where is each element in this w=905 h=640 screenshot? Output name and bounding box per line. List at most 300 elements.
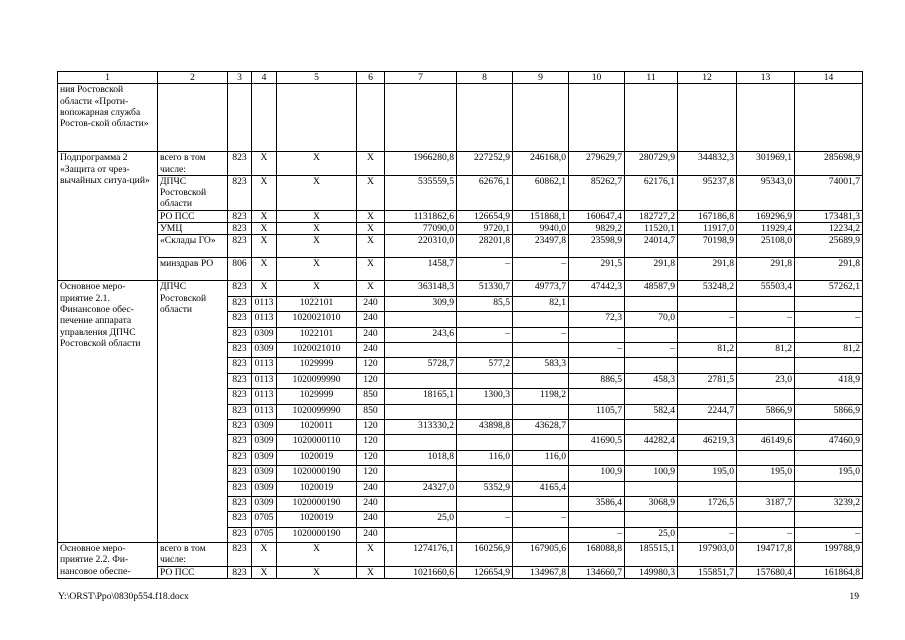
table-cell: X xyxy=(252,258,277,281)
table-cell: 823 xyxy=(228,527,252,542)
table-cell: 197903,0 xyxy=(678,543,737,567)
table-cell: 18165,1 xyxy=(385,389,457,404)
table-cell xyxy=(457,404,513,419)
table-cell: 313330,2 xyxy=(385,420,457,435)
table-cell: 823 xyxy=(228,327,252,342)
table-cell: 48587,9 xyxy=(625,281,678,296)
table-cell: 240 xyxy=(357,296,385,311)
table-cell: 1020011 xyxy=(277,420,357,435)
table-cell: 11520,1 xyxy=(625,223,678,235)
table-cell: 161864,8 xyxy=(795,566,863,578)
table-cell: 0309 xyxy=(252,420,277,435)
table-cell: 9720,1 xyxy=(457,223,513,235)
table-cell: X xyxy=(277,235,357,258)
table-cell: 199788,9 xyxy=(795,543,863,567)
table-cell xyxy=(569,358,625,373)
table-cell xyxy=(457,435,513,450)
table-cell xyxy=(795,481,863,496)
table-cell: 279629,7 xyxy=(569,152,625,176)
header-cell: 11 xyxy=(625,72,678,84)
table-cell xyxy=(457,343,513,358)
table-cell: 120 xyxy=(357,358,385,373)
table-cell: X xyxy=(357,223,385,235)
table-cell: – xyxy=(457,327,513,342)
table-cell: 0113 xyxy=(252,312,277,327)
table-cell: 28201,8 xyxy=(457,235,513,258)
table-cell xyxy=(569,389,625,404)
table-cell: 823 xyxy=(228,343,252,358)
table-cell: – xyxy=(569,527,625,542)
table-cell: 240 xyxy=(357,481,385,496)
table-cell: 74001,7 xyxy=(795,175,863,210)
header-cell: 12 xyxy=(678,72,737,84)
table-cell: 583,3 xyxy=(513,358,569,373)
table-cell: 1020019 xyxy=(277,450,357,465)
table-row xyxy=(58,258,863,281)
table-cell: 823 xyxy=(228,373,252,388)
table-cell: – xyxy=(795,527,863,542)
table-cell: 0309 xyxy=(252,327,277,342)
table-cell xyxy=(569,481,625,496)
header-cell: 10 xyxy=(569,72,625,84)
table-cell: – xyxy=(457,512,513,527)
executor-cell: РО ПСС xyxy=(158,566,228,578)
table-cell xyxy=(795,420,863,435)
table-cell: 70198,9 xyxy=(678,235,737,258)
table-cell: 5728,7 xyxy=(385,358,457,373)
measure-name-cell: Основное меро-приятие 2.2. Фи-нансовое обеспе- xyxy=(58,543,158,579)
table-cell: 62176,1 xyxy=(625,175,678,210)
subprogram-name-cell: Подпрограмма 2 «Защита от чрез-вычайных ситуа-ций» xyxy=(58,152,158,281)
table-cell xyxy=(625,389,678,404)
table-cell: – xyxy=(457,258,513,281)
table-cell: X xyxy=(277,258,357,281)
table-cell: 0113 xyxy=(252,404,277,419)
table-cell: – xyxy=(795,312,863,327)
table-cell: 363148,3 xyxy=(385,281,457,296)
table-cell: X xyxy=(252,223,277,235)
table-cell xyxy=(625,481,678,496)
table-row xyxy=(58,84,863,152)
table-cell: 195,0 xyxy=(678,466,737,481)
table-cell xyxy=(678,327,737,342)
table-cell: 126654,9 xyxy=(457,210,513,222)
table-cell: 43898,8 xyxy=(457,420,513,435)
executor-cell: всего в том числе: xyxy=(158,543,228,567)
table-cell xyxy=(678,420,737,435)
table-cell: X xyxy=(277,210,357,222)
table-cell: 1020000190 xyxy=(277,527,357,542)
table-cell: 149980,3 xyxy=(625,566,678,578)
table-cell: 100,9 xyxy=(625,466,678,481)
table-cell xyxy=(625,450,678,465)
table-cell: 57262,1 xyxy=(795,281,863,296)
table-cell: 72,3 xyxy=(569,312,625,327)
table-cell: 46149,6 xyxy=(737,435,795,450)
table-cell xyxy=(625,420,678,435)
table-cell: X xyxy=(357,543,385,567)
table-cell: 1020021010 xyxy=(277,343,357,358)
page-number: 19 xyxy=(849,591,859,602)
table-cell: 60862,1 xyxy=(513,175,569,210)
table-cell xyxy=(678,450,737,465)
table-row xyxy=(58,210,863,222)
table-cell: 168088,8 xyxy=(569,543,625,567)
table-cell: 173481,3 xyxy=(795,210,863,222)
table-cell xyxy=(737,327,795,342)
table-cell xyxy=(737,296,795,311)
table-cell: 0309 xyxy=(252,466,277,481)
table-cell: 0309 xyxy=(252,435,277,450)
table-cell: 577,2 xyxy=(457,358,513,373)
table-cell: 344832,3 xyxy=(678,152,737,176)
table-cell: 4165,4 xyxy=(513,481,569,496)
table-cell: 0309 xyxy=(252,496,277,511)
table-cell: 240 xyxy=(357,312,385,327)
table-cell: 291,8 xyxy=(737,258,795,281)
table-cell: 823 xyxy=(228,389,252,404)
table-cell: 157680,4 xyxy=(737,566,795,578)
table-cell: 85262,7 xyxy=(569,175,625,210)
table-cell: 82,1 xyxy=(513,296,569,311)
table-cell xyxy=(678,389,737,404)
table-cell: 1021660,6 xyxy=(385,566,457,578)
table-cell: 185515,1 xyxy=(625,543,678,567)
table-cell xyxy=(737,481,795,496)
table-row xyxy=(58,223,863,235)
table-cell xyxy=(569,296,625,311)
table-cell xyxy=(513,343,569,358)
table-cell: 9940,0 xyxy=(513,223,569,235)
table-cell xyxy=(678,358,737,373)
table-cell xyxy=(457,466,513,481)
table-cell: 291,8 xyxy=(678,258,737,281)
table-cell: 95343,0 xyxy=(737,175,795,210)
table-cell: – xyxy=(625,343,678,358)
table-cell: X xyxy=(357,258,385,281)
table-cell xyxy=(457,373,513,388)
table-row xyxy=(58,543,863,567)
table-cell xyxy=(385,343,457,358)
table-cell: 46219,3 xyxy=(678,435,737,450)
table-cell: 291,8 xyxy=(795,258,863,281)
table-cell xyxy=(569,512,625,527)
table-cell: 1020019 xyxy=(277,512,357,527)
table-cell: 195,0 xyxy=(795,466,863,481)
table-cell: 2781,5 xyxy=(678,373,737,388)
table-cell: 3068,9 xyxy=(625,496,678,511)
table-cell: 240 xyxy=(357,496,385,511)
table-cell: X xyxy=(357,281,385,296)
table-cell: 134967,8 xyxy=(513,566,569,578)
table-cell: 1458,7 xyxy=(385,258,457,281)
table-cell: 0309 xyxy=(252,343,277,358)
table-cell: 0113 xyxy=(252,373,277,388)
table-cell: 11929,4 xyxy=(737,223,795,235)
table-cell: 823 xyxy=(228,358,252,373)
table-cell: 51330,7 xyxy=(457,281,513,296)
table-cell: X xyxy=(252,281,277,296)
table-cell: 182727,2 xyxy=(625,210,678,222)
table-cell: X xyxy=(357,235,385,258)
table-cell: 850 xyxy=(357,389,385,404)
table-cell: 134660,7 xyxy=(569,566,625,578)
table-cell: 155851,7 xyxy=(678,566,737,578)
table-cell: 1020021010 xyxy=(277,312,357,327)
table-cell xyxy=(385,466,457,481)
table-cell xyxy=(513,496,569,511)
executor-cell: минздрав РО xyxy=(158,258,228,281)
header-cell: 7 xyxy=(385,72,457,84)
table-cell: X xyxy=(252,210,277,222)
table-cell: 24327,0 xyxy=(385,481,457,496)
table-cell: 120 xyxy=(357,373,385,388)
table-cell: 116,0 xyxy=(457,450,513,465)
header-cell: 3 xyxy=(228,72,252,84)
table-cell xyxy=(513,312,569,327)
table-cell: 823 xyxy=(228,543,252,567)
table-cell: 850 xyxy=(357,404,385,419)
header-cell: 6 xyxy=(357,72,385,84)
table-cell: 70,0 xyxy=(625,312,678,327)
table-cell: 120 xyxy=(357,466,385,481)
table-cell: 1131862,6 xyxy=(385,210,457,222)
table-cell: 11917,0 xyxy=(678,223,737,235)
table-cell: 0705 xyxy=(252,527,277,542)
measure-name-cell: Основное меро-приятие 2.1. Финансовое обес-печение аппарата управления ДПЧС Ростовской области xyxy=(58,281,158,543)
table-cell: 291,8 xyxy=(625,258,678,281)
header-row xyxy=(58,72,863,84)
table-cell: 120 xyxy=(357,420,385,435)
table-cell xyxy=(625,327,678,342)
table-cell xyxy=(569,327,625,342)
table-cell xyxy=(737,512,795,527)
table-cell: 823 xyxy=(228,152,252,176)
table-cell xyxy=(625,358,678,373)
table-cell: 0113 xyxy=(252,296,277,311)
table-cell: 47442,3 xyxy=(569,281,625,296)
table-cell: 1029999 xyxy=(277,358,357,373)
table-cell: 24014,7 xyxy=(625,235,678,258)
table-cell: X xyxy=(357,210,385,222)
table-cell xyxy=(795,512,863,527)
table-cell: 47460,9 xyxy=(795,435,863,450)
table-cell: 25,0 xyxy=(625,527,678,542)
table-cell: – xyxy=(678,312,737,327)
table-cell: 55503,4 xyxy=(737,281,795,296)
table-cell xyxy=(678,481,737,496)
table-cell: 823 xyxy=(228,435,252,450)
table-cell: X xyxy=(277,175,357,210)
table-cell xyxy=(385,404,457,419)
table-cell: 886,5 xyxy=(569,373,625,388)
table-cell xyxy=(625,512,678,527)
table-cell: 823 xyxy=(228,404,252,419)
table-cell: 823 xyxy=(228,566,252,578)
executor-cell: УМЦ xyxy=(158,223,228,235)
table-cell: 41690,5 xyxy=(569,435,625,450)
table-cell xyxy=(385,312,457,327)
table-row xyxy=(58,281,863,296)
table-cell: 116,0 xyxy=(513,450,569,465)
table-cell: 823 xyxy=(228,235,252,258)
table-cell: 3239,2 xyxy=(795,496,863,511)
table-cell: 823 xyxy=(228,420,252,435)
table-cell: 25689,9 xyxy=(795,235,863,258)
table-cell: X xyxy=(252,566,277,578)
table-cell: 823 xyxy=(228,450,252,465)
table-cell: 823 xyxy=(228,466,252,481)
executor-cell: ДПЧС Ростовской области xyxy=(158,281,228,543)
table-cell xyxy=(513,435,569,450)
table-cell xyxy=(678,296,737,311)
table-cell: X xyxy=(357,175,385,210)
table-cell xyxy=(795,389,863,404)
table-cell: 85,5 xyxy=(457,296,513,311)
table-cell: 291,5 xyxy=(569,258,625,281)
table-cell: 1018,8 xyxy=(385,450,457,465)
table-cell: 240 xyxy=(357,343,385,358)
table-cell: 160647,4 xyxy=(569,210,625,222)
table-cell: 195,0 xyxy=(737,466,795,481)
table-cell: 0113 xyxy=(252,389,277,404)
table-cell: 77090,0 xyxy=(385,223,457,235)
table-cell xyxy=(678,512,737,527)
header-cell: 8 xyxy=(457,72,513,84)
table-cell: – xyxy=(513,327,569,342)
table-cell xyxy=(513,466,569,481)
table-row xyxy=(58,175,863,210)
table-cell: – xyxy=(513,512,569,527)
table-cell xyxy=(795,296,863,311)
table-row xyxy=(58,152,863,176)
table-cell: 5866,9 xyxy=(737,404,795,419)
table-cell xyxy=(795,358,863,373)
table-cell: 1022101 xyxy=(277,327,357,342)
table-cell: 167905,6 xyxy=(513,543,569,567)
table-cell: 823 xyxy=(228,281,252,296)
table-cell xyxy=(457,496,513,511)
table-cell: 227252,9 xyxy=(457,152,513,176)
table-cell: 823 xyxy=(228,210,252,222)
table-cell: 823 xyxy=(228,312,252,327)
table-cell: 1020099990 xyxy=(277,373,357,388)
table-cell xyxy=(513,527,569,542)
table-cell: 1020000110 xyxy=(277,435,357,450)
executor-cell: всего в том числе: xyxy=(158,152,228,176)
table-cell: 1020099990 xyxy=(277,404,357,419)
header-cell: 14 xyxy=(795,72,863,84)
table-cell: 240 xyxy=(357,527,385,542)
table-cell: X xyxy=(357,566,385,578)
table-cell: 1726,5 xyxy=(678,496,737,511)
table-cell xyxy=(795,327,863,342)
table-cell xyxy=(385,496,457,511)
table-cell: 823 xyxy=(228,223,252,235)
table-cell: 167186,8 xyxy=(678,210,737,222)
table-cell: X xyxy=(277,152,357,176)
table-cell: 1105,7 xyxy=(569,404,625,419)
table-cell: 240 xyxy=(357,512,385,527)
executor-cell: РО ПСС xyxy=(158,210,228,222)
table-cell: 0113 xyxy=(252,358,277,373)
table-cell: 5866,9 xyxy=(795,404,863,419)
executor-cell: «Склады ГО» xyxy=(158,235,228,258)
table-cell: – xyxy=(569,343,625,358)
table-cell: 1022101 xyxy=(277,296,357,311)
table-cell xyxy=(385,527,457,542)
footer-file-path: Y:\ORST\Ppo\0830p554.f18.docx xyxy=(58,591,189,602)
table-cell xyxy=(737,420,795,435)
table-cell: – xyxy=(513,258,569,281)
header-cell: 13 xyxy=(737,72,795,84)
table-cell xyxy=(385,373,457,388)
table-cell: 823 xyxy=(228,481,252,496)
table-cell: 1020000190 xyxy=(277,496,357,511)
table-cell: 1198,2 xyxy=(513,389,569,404)
table-cell: 240 xyxy=(357,327,385,342)
table-cell: 81,2 xyxy=(737,343,795,358)
table-cell: 151868,1 xyxy=(513,210,569,222)
table-cell: X xyxy=(252,235,277,258)
table-cell: 0309 xyxy=(252,481,277,496)
table-cell xyxy=(795,450,863,465)
table-cell: 1020019 xyxy=(277,481,357,496)
table-cell: 23497,8 xyxy=(513,235,569,258)
table-cell: 1274176,1 xyxy=(385,543,457,567)
header-cell: 4 xyxy=(252,72,277,84)
table-cell: 12234,2 xyxy=(795,223,863,235)
table-cell: 806 xyxy=(228,258,252,281)
table-cell: X xyxy=(277,281,357,296)
table-cell: 3187,7 xyxy=(737,496,795,511)
table-cell: 126654,9 xyxy=(457,566,513,578)
table-cell: 243,6 xyxy=(385,327,457,342)
table-cell: 25108,0 xyxy=(737,235,795,258)
table-cell: – xyxy=(678,527,737,542)
table-cell: 62676,1 xyxy=(457,175,513,210)
table-cell: 285698,9 xyxy=(795,152,863,176)
table-cell: 0705 xyxy=(252,512,277,527)
table-cell: X xyxy=(357,152,385,176)
table-cell: 44282,4 xyxy=(625,435,678,450)
table-cell: 823 xyxy=(228,496,252,511)
table-cell: 246168,0 xyxy=(513,152,569,176)
header-cell: 5 xyxy=(277,72,357,84)
table-cell: 3586,4 xyxy=(569,496,625,511)
table-cell: X xyxy=(277,223,357,235)
table-cell: – xyxy=(737,527,795,542)
table-cell xyxy=(457,527,513,542)
table-cell xyxy=(625,296,678,311)
table-cell: 458,3 xyxy=(625,373,678,388)
table-cell: 301969,1 xyxy=(737,152,795,176)
table-cell: 120 xyxy=(357,450,385,465)
program-name-cell: ния Ростовской области «Проти-вопожарная служба Ростов-ской области» xyxy=(58,84,158,152)
table-cell xyxy=(737,358,795,373)
table-cell: 418,9 xyxy=(795,373,863,388)
table-cell: 823 xyxy=(228,296,252,311)
table-cell: 823 xyxy=(228,512,252,527)
table-cell xyxy=(737,389,795,404)
table-cell: 169296,9 xyxy=(737,210,795,222)
table-cell: 95237,8 xyxy=(678,175,737,210)
table-cell: 582,4 xyxy=(625,404,678,419)
table-cell: 535559,5 xyxy=(385,175,457,210)
executor-cell: ДПЧС Ростовской области xyxy=(158,175,228,210)
table-cell xyxy=(513,404,569,419)
header-cell: 2 xyxy=(158,72,228,84)
